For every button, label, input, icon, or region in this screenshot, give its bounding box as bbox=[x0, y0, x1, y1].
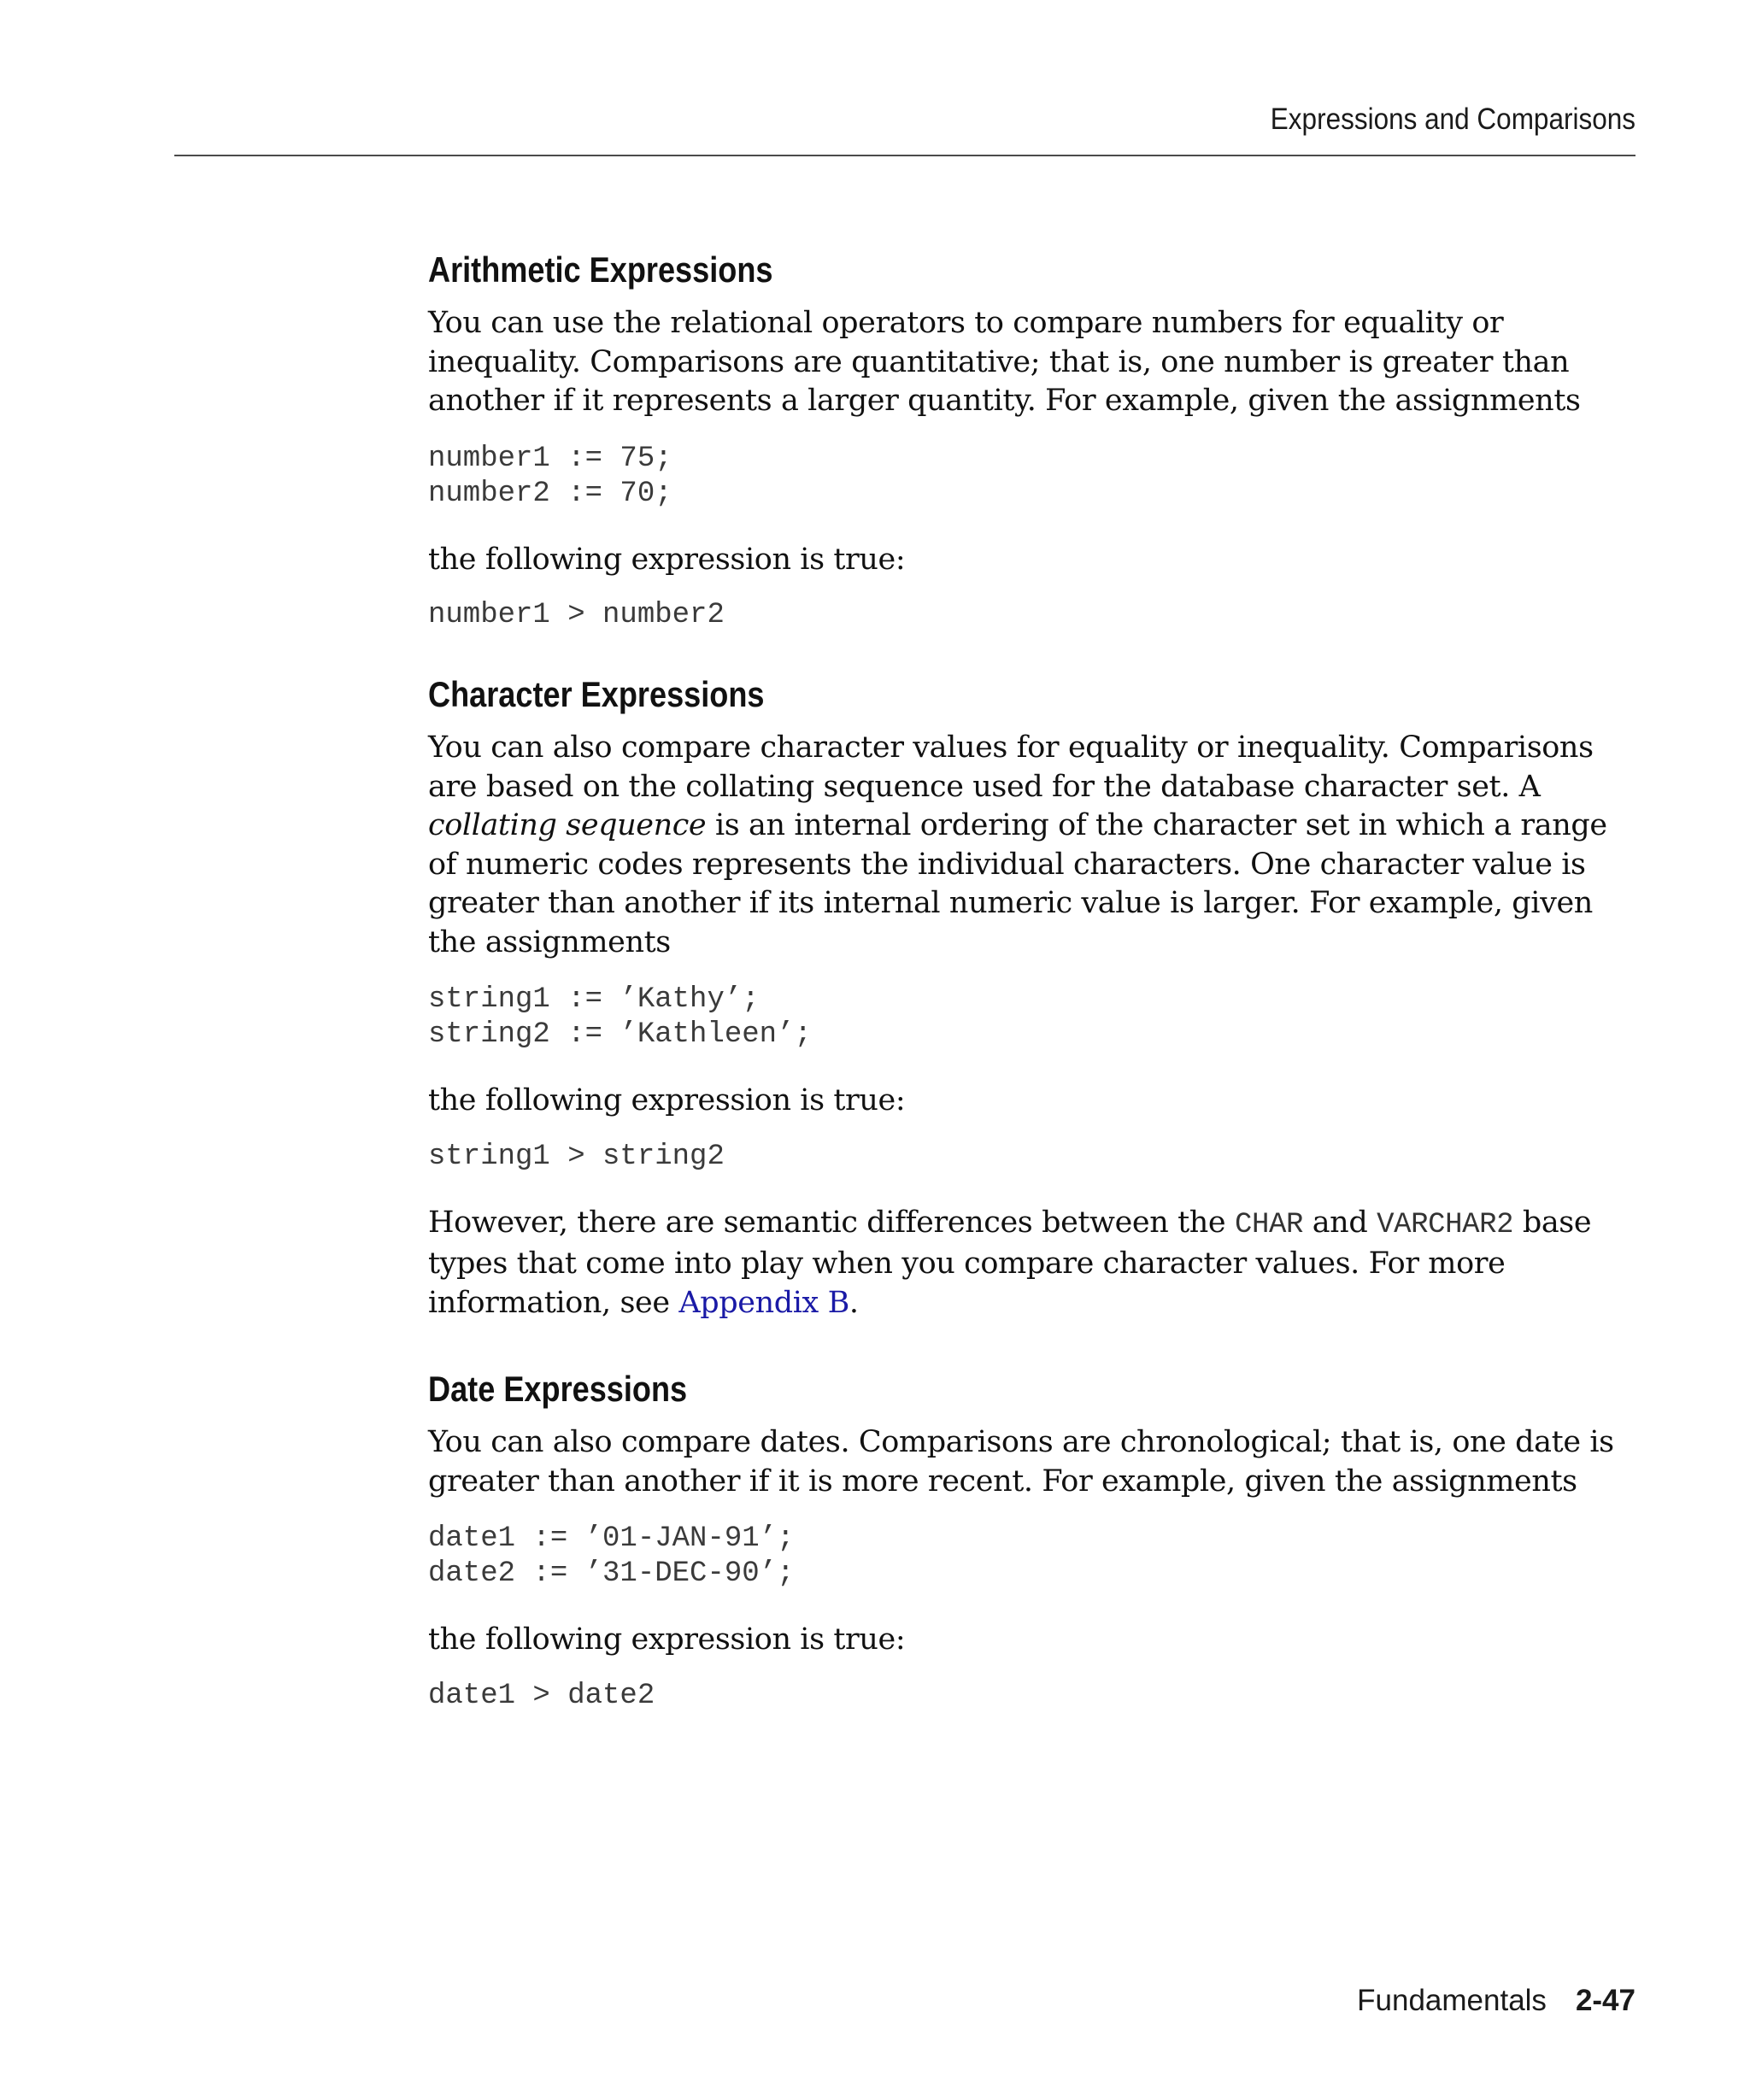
arithmetic-expression: number1 > number2 bbox=[428, 599, 725, 631]
arithmetic-following: the following expression is true: bbox=[428, 542, 906, 577]
date-intro: You can also compare dates. Comparisons are chronological; that is, one date is greater than another if it is more recent. For example, given the assignments bbox=[428, 1425, 1614, 1499]
page-number: 2-47 bbox=[1575, 1984, 1635, 2017]
page-footer bbox=[1357, 1984, 1635, 2018]
date-code-line-1: date1 := ’01-JAN-91’; bbox=[428, 1522, 795, 1555]
character-note-text-2: and bbox=[1302, 1205, 1377, 1240]
char-type-code: CHAR bbox=[1234, 1208, 1303, 1241]
arithmetic-code-line-2: number2 := 70; bbox=[428, 477, 672, 510]
arithmetic-intro: You can use the relational operators to compare numbers for equality or inequality. Comparisons are quantitative; that is, one number is greater than another if it represents a larger quantity. For example, given the assignments bbox=[428, 306, 1581, 418]
page-content bbox=[428, 246, 1641, 1714]
date-following: the following expression is true: bbox=[428, 1622, 906, 1657]
footer-label: Fundamentals bbox=[1357, 1984, 1547, 2017]
date-expression: date1 > date2 bbox=[428, 1679, 655, 1712]
character-note-text-4: . bbox=[849, 1285, 859, 1320]
character-heading: Character Expressions bbox=[428, 674, 765, 714]
collating-sequence-term: collating sequence bbox=[428, 808, 707, 842]
character-intro bbox=[428, 729, 1641, 962]
character-intro-text-2: is an internal ordering of the character set in which a range of numeric codes represents the individual characters. One character value is greater than another if its internal numeric value is larger. For example, given the assignments bbox=[428, 808, 1607, 959]
arithmetic-code-line-1: number1 := 75; bbox=[428, 442, 672, 475]
arithmetic-heading: Arithmetic Expressions bbox=[428, 249, 773, 290]
date-code-line-2: date2 := ’31-DEC-90’; bbox=[428, 1557, 795, 1590]
header-rule bbox=[174, 155, 1635, 156]
character-note-text-3: base types that come into play when you compare character values. For more information, see bbox=[428, 1205, 1592, 1320]
character-code-line-1: string1 := ’Kathy’; bbox=[428, 983, 760, 1016]
character-intro-text-1: You can also compare character values for equality or inequality. Comparisons are based on the collating sequence used for the database character set. A bbox=[428, 730, 1594, 804]
appendix-b-link[interactable]: Appendix B bbox=[678, 1285, 849, 1320]
character-expression: string1 > string2 bbox=[428, 1140, 725, 1173]
character-code-line-2: string2 := ’Kathleen’; bbox=[428, 1018, 812, 1051]
varchar2-type-code: VARCHAR2 bbox=[1377, 1208, 1514, 1241]
character-note bbox=[428, 1204, 1641, 1323]
character-following: the following expression is true: bbox=[428, 1083, 906, 1117]
character-note-text-1: However, there are semantic differences between the bbox=[428, 1205, 1235, 1240]
date-heading: Date Expressions bbox=[428, 1369, 688, 1409]
running-head: Expressions and Comparisons bbox=[1270, 103, 1635, 136]
